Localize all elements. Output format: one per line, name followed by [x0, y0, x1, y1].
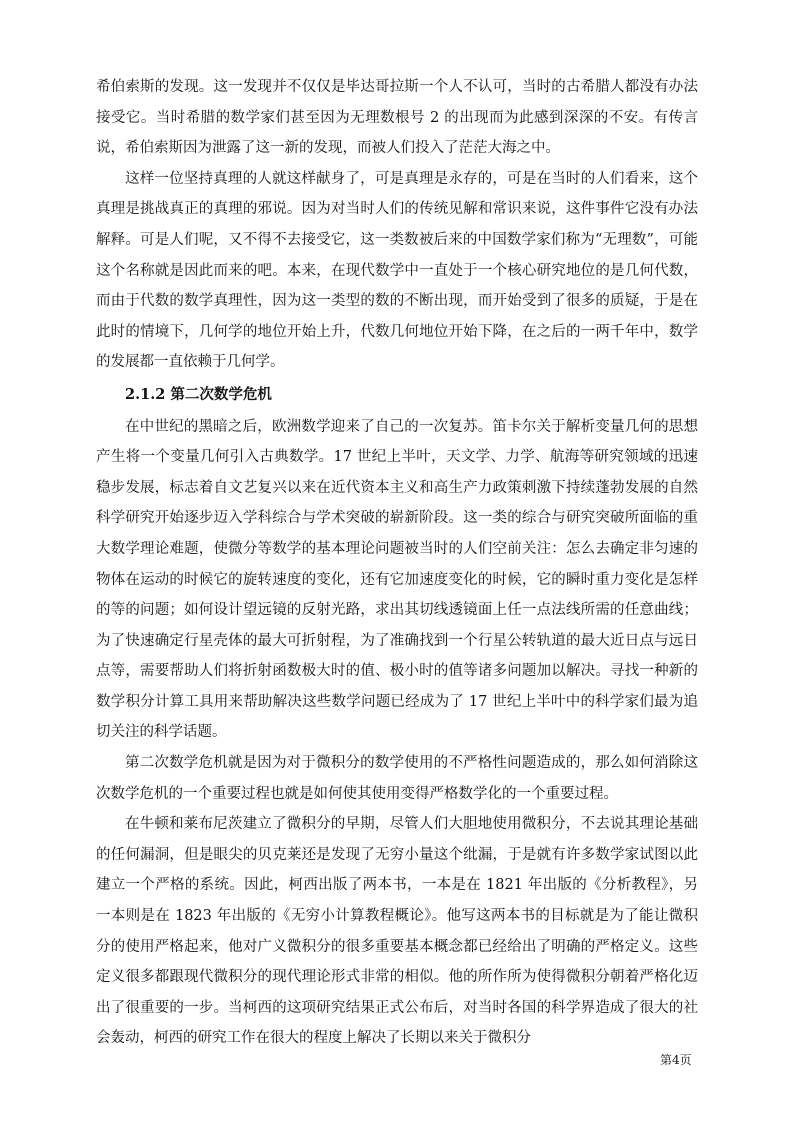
paragraph-irrational-numbers: 这样一位坚持真理的人就这样献身了，可是真理是永存的，可是在当时的人们看来，这个真理是挑战真正的真理的邪说。因为对当时人们的传统见解和常识来说，这件事件它没有办法解释。可是人们呢，又不得不去接受它，这一类数被后来的中国数学家们称为“无理数”，可能这个名称就是因此而来的吧。本来，在现代数学中一直处于一个核心研究地位的是几何代数，而由于代数的数学真理性，因为这一类型的数的不断出现，而开始受到了很多的质疑，于是在此时的情境下，几何学的地位开始上升，代数几何地位开始下降，在之后的一两千年中，数学的发展都一直依赖于几何学。	[96, 170, 698, 371]
paragraph-continuation: 希伯索斯的发现。这一发现并不仅仅是毕达哥拉斯一个人不认可，当时的古希腊人都没有办法接受它。当时希腊的数学家们甚至因为无理数根号 2 的出现而为此感到深深的不安。有传言说，希伯索斯因为泄露了这一新的发现，而被人们投入了茫茫大海之中。	[96, 79, 698, 157]
paragraph-cauchy: 在牛顿和莱布尼茨建立了微积分的早期，尽管人们大胆地使用微积分，不去说其理论基础的任何漏洞，但是眼尖的贝克莱还是发现了无穷小量这个纰漏，于是就有许多数学家试图以此建立一个严格的系统。因此，柯西出版了两本书，一本是在 1821 年出版的《分析教程》，另一本则是在 1823 年出版的《无穷小计算教程概论》。他写这两本书的目标就是为了能让微积分的使用严格起来，他对广义微积分的很多重要基本概念都已经给出了明确的严格定义。这些定义很多都跟现代微积分的现代理论形式非常的相似。他的所作所为使得微积分朝着严格化迈出了很重要的一步。当柯西的这项研究结果正式公布后，对当时各国的科学界造成了很大的社会轰动，柯西的研究工作在很大的程度上解决了长期以来关于微积分	[96, 816, 698, 1047]
section-heading: 2.1.2 第二次数学危机	[125, 385, 272, 403]
paragraph-medieval-revival: 在中世纪的黑暗之后，欧洲数学迎来了自己的一次复苏。笛卡尔关于解析变量几何的思想产生将一个变量几何引入古典数学。17 世纪上半叶，天文学、力学、航海等研究领域的迅速稳步发展，标志着自文艺复兴以来在近代资本主义和高生产力政策刺激下持续蓬勃发展的自然科学研究开始逐步迈入学科综合与学术突破的崭新阶段。这一类的综合与研究突破所面临的重大数学理论难题，使微分等数学的基本理论问题被当时的人们空前关注：怎么去确定非匀速的物体在运动的时候它的旋转速度的变化，还有它加速度变化的时候，它的瞬时重力变化是怎样的等的问题；如何设计望远镜的反射光路，求出其切线透镜面上任一点法线所需的任意曲线；为了快速确定行星壳体的最大可折射程，为了准确找到一个行星公转轨道的最大近日点与远日点等，需要帮助人们将折射函数极大时的值、极小时的值等诸多问题加以解决。寻找一种新的数学积分计算工具用来帮助解决这些数学问题已经成为了 17 世纪上半叶中的科学家们最为追切关注的科学话题。	[96, 418, 698, 741]
paragraph-second-crisis-cause: 第二次数学危机就是因为对于微积分的数学使用的不严格性问题造成的，那么如何消除这次数学危机的一个重要过程也就是如何使其使用变得严格数学化的一个重要过程。	[96, 755, 698, 802]
page-number: 第4页	[660, 1053, 692, 1067]
page-content	[96, 72, 698, 1054]
